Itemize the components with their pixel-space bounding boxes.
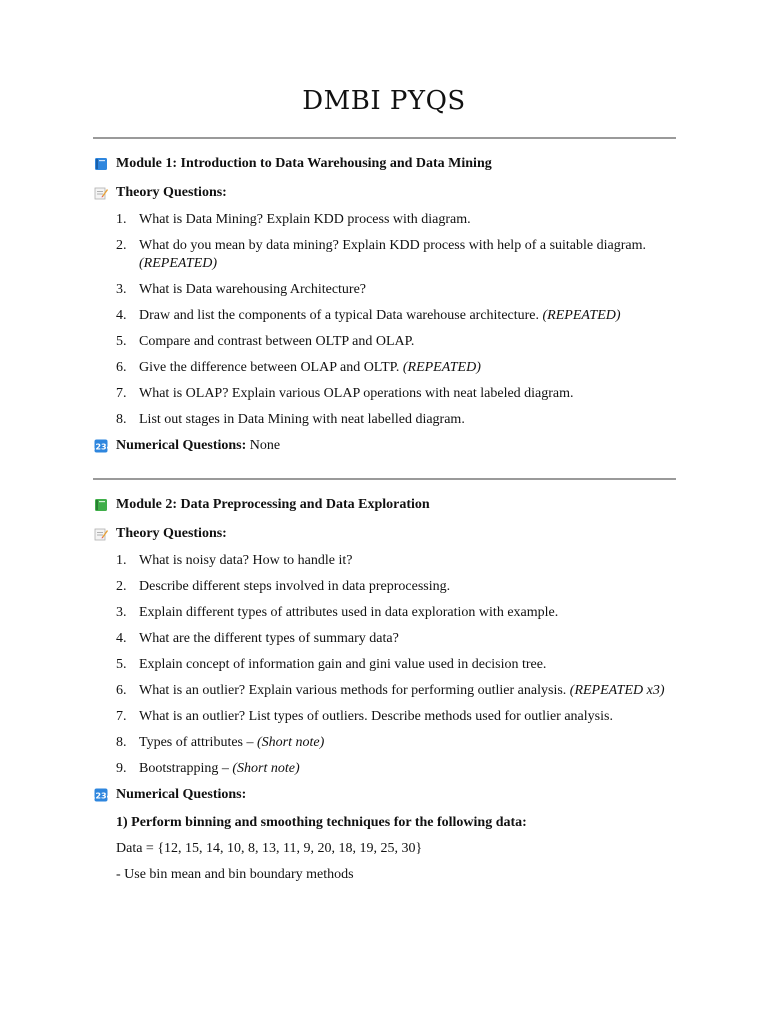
module-2-theory-heading bbox=[94, 524, 684, 544]
problem-data-line: Data = {12, 15, 14, 10, 8, 13, 11, 9, 20, 18, 19, 25, 30} bbox=[116, 841, 423, 856]
repeated-tag: (REPEATED) bbox=[402, 360, 481, 375]
svg-text:1234: 1234 bbox=[89, 442, 113, 452]
module-1-theory-label: Theory Questions: bbox=[116, 185, 227, 200]
module-2-title: Module 2: Data Preprocessing and Data Exploration bbox=[116, 497, 430, 512]
list-item: 6. Give the difference between OLAP and OLTP. (REPEATED) bbox=[116, 360, 481, 375]
module-2-heading bbox=[94, 495, 684, 515]
divider-top bbox=[93, 137, 676, 139]
numbers-icon bbox=[89, 788, 113, 802]
module-1-numerical-value: None bbox=[249, 438, 281, 453]
memo-icon bbox=[94, 527, 108, 541]
list-item: 1. What is noisy data? How to handle it? bbox=[116, 553, 353, 568]
list-item: 4. What are the different types of summary data? bbox=[116, 631, 399, 646]
module-1-numerical-label: Numerical Questions: bbox=[116, 438, 247, 453]
repeated-tag: (REPEATED) bbox=[139, 256, 218, 271]
problem-method-line: - Use bin mean and bin boundary methods bbox=[116, 867, 354, 882]
short-note-tag: (Short note) bbox=[232, 761, 300, 776]
module-2-numerical-heading bbox=[89, 785, 684, 805]
module-1-section bbox=[89, 154, 684, 456]
list-item: 9. Bootstrapping – (Short note) bbox=[116, 761, 300, 776]
page-title: DMBI PYQS bbox=[302, 86, 466, 116]
list-item: 8. List out stages in Data Mining with neat labelled diagram. bbox=[116, 412, 465, 427]
list-item: 1. What is Data Mining? Explain KDD process with diagram. bbox=[116, 212, 471, 227]
list-item: 5. Compare and contrast between OLTP and OLAP. bbox=[116, 334, 415, 349]
numbers-icon bbox=[89, 439, 113, 453]
module-2-numerical-label: Numerical Questions: bbox=[116, 787, 247, 802]
module-2-section bbox=[89, 495, 684, 884]
module-1-theory-heading bbox=[94, 183, 684, 203]
svg-text:1234: 1234 bbox=[89, 791, 113, 801]
list-item: 6. What is an outlier? Explain various methods for performing outlier analysis. (REPEATED x3) bbox=[116, 683, 665, 698]
module-2-question-list bbox=[94, 552, 684, 778]
green-book-icon bbox=[94, 498, 108, 512]
list-item: 2. What do you mean by data mining? Explain KDD process with help of a suitable diagram. (REPEATED) bbox=[116, 238, 646, 271]
module-1-numerical-heading bbox=[89, 436, 684, 456]
problem-heading: 1) Perform binning and smoothing techniques for the following data: bbox=[116, 815, 527, 830]
module-1-title: Module 1: Introduction to Data Warehousing and Data Mining bbox=[116, 156, 492, 171]
blue-book-icon bbox=[94, 157, 108, 171]
short-note-tag: (Short note) bbox=[257, 735, 325, 750]
divider-middle bbox=[93, 478, 676, 480]
list-item: 5. Explain concept of information gain and gini value used in decision tree. bbox=[116, 657, 547, 672]
module-1-question-list bbox=[94, 211, 684, 429]
list-item: 3. What is Data warehousing Architecture? bbox=[116, 282, 367, 297]
module-2-theory-label: Theory Questions: bbox=[116, 526, 227, 541]
list-item: 7. What is OLAP? Explain various OLAP operations with neat labeled diagram. bbox=[116, 386, 574, 401]
list-item: 3. Explain different types of attributes used in data exploration with example. bbox=[116, 605, 559, 620]
list-item: 7. What is an outlier? List types of outliers. Describe methods used for outlier analysis. bbox=[116, 709, 613, 724]
repeated-tag: (REPEATED x3) bbox=[569, 683, 665, 698]
list-item: 8. Types of attributes – (Short note) bbox=[116, 735, 325, 750]
module-1-heading bbox=[94, 154, 684, 174]
list-item: 4. Draw and list the components of a typical Data warehouse architecture. (REPEATED) bbox=[116, 308, 621, 323]
list-item: 2. Describe different steps involved in data preprocessing. bbox=[116, 579, 451, 594]
repeated-tag: (REPEATED) bbox=[542, 308, 621, 323]
memo-icon bbox=[94, 186, 108, 200]
